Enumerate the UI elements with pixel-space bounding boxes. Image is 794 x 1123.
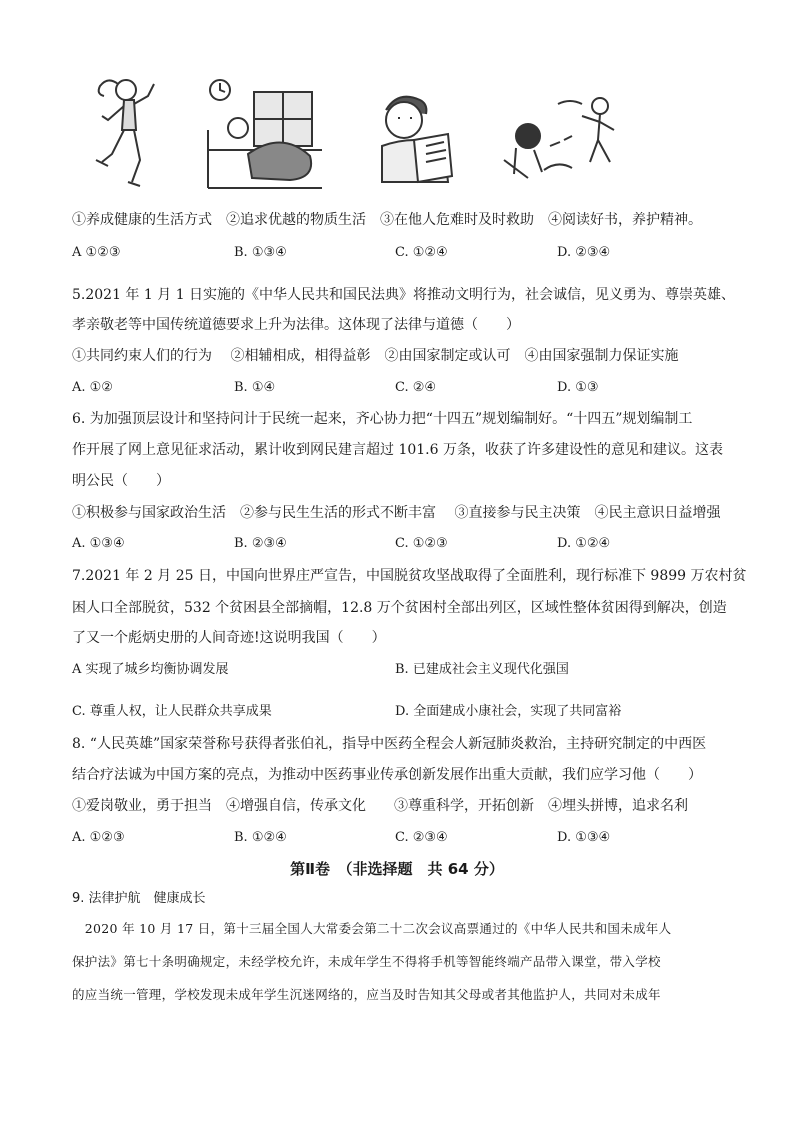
- q7-stem-line-1: 7.2021 年 2 月 25 日，中国向世界庄严宣告，中国脱贫攻坚战取得了全面胜利，现行标准下 9899 万农村贫: [72, 568, 747, 584]
- q6-stem-line-3: 明公民（ ）: [72, 473, 170, 489]
- q7-stem-line-2: 困人口全部脱贫，532 个贫困县全部摘帽，12.8 万个贫困村全部出列区，区域性整体贫困得到解决，创造: [72, 600, 727, 616]
- illustrations: [88, 70, 648, 200]
- section-title: 第Ⅱ卷 （非选择题 共 64 分）: [290, 860, 504, 878]
- q8-option-a[interactable]: A. ①②③: [72, 830, 125, 845]
- q7-option-c[interactable]: C. 尊重人权，让人民群众共享成果: [72, 704, 272, 719]
- q8-stem-line-2: 结合疗法诚为中国方案的亮点，为推动中医药事业传承创新发展作出重大贡献，我们应学习他（ ）: [72, 767, 702, 783]
- q5-option-b[interactable]: B. ①④: [234, 380, 276, 395]
- q7-stem-line-3: 了又一个彪炳史册的人间奇迹!这说明我国（ ）: [72, 630, 386, 646]
- q8-option-c[interactable]: C. ②③④: [395, 830, 448, 845]
- q8-option-b[interactable]: B. ①②④: [234, 830, 287, 845]
- q8-option-d[interactable]: D. ①③④: [557, 830, 611, 845]
- q5-statements: ①共同约束人们的行为 ②相辅相成，相得益彰 ②由国家制定或认可 ④由国家强制力保证实施: [72, 348, 679, 364]
- q9-para-line-3: 的应当统一管理，学校发现未成年学生沉迷网络的，应当及时告知其父母或者其他监护人，共同对未成年: [72, 987, 661, 1002]
- sleeping-boy-illustration: [198, 70, 328, 200]
- q7-option-a[interactable]: A 实现了城乡均衡协调发展: [72, 662, 229, 677]
- reading-boy-illustration: [368, 90, 468, 190]
- q5-stem-line-2: 孝亲敬老等中国传统道德要求上升为法律。这体现了法律与道德（ ）: [72, 317, 520, 333]
- q4-option-d[interactable]: D. ②③④: [557, 245, 611, 260]
- running-girl-illustration: [88, 70, 168, 200]
- q4-option-c[interactable]: C. ①②④: [395, 245, 448, 260]
- q9-para-line-2: 保护法》第七十条明确规定，未经学校允许，未成年学生不得将手机等智能终端产品带入课堂，带入学校: [72, 954, 661, 969]
- rescue-scene-illustration: [498, 90, 628, 190]
- q4-option-a[interactable]: A ①②③: [72, 245, 121, 260]
- q6-stem-line-1: 6. 为加强顶层设计和坚持问计于民统一起来，齐心协力把“十四五”规划编制好。“十四五”规划编制工: [72, 411, 693, 427]
- q4-statements: ①养成健康的生活方式 ②追求优越的物质生活 ③在他人危难时及时救助 ④阅读好书，养护精神。: [72, 212, 702, 228]
- q5-option-a[interactable]: A. ①②: [72, 380, 113, 395]
- q8-statements: ①爱岗敬业，勇于担当 ④增强自信，传承文化 ③尊重科学，开拓创新 ④埋头拼博，追求名利: [72, 798, 688, 814]
- q8-stem-line-1: 8. “人民英雄”国家荣誉称号获得者张伯礼，指导中医药全程会人新冠肺炎救治，主持研究制定的中西医: [72, 736, 707, 752]
- q6-option-a[interactable]: A. ①③④: [72, 536, 125, 551]
- q7-option-d[interactable]: D. 全面建成小康社会，实现了共同富裕: [395, 704, 622, 719]
- q5-stem-line-1: 5.2021 年 1 月 1 日实施的《中华人民共和国民法典》将推动文明行为，社会诚信，见义勇为、尊崇英雄、: [72, 287, 736, 303]
- q6-option-b[interactable]: B. ②③④: [234, 536, 287, 551]
- q6-statements: ①积极参与国家政治生活 ②参与民生生活的形式不断丰富 ③直接参与民主决策 ④民主意识日益增强: [72, 505, 721, 521]
- q6-stem-line-2: 作开展了网上意见征求活动，累计收到网民建言超过 101.6 万条，收获了许多建设性的意见和建议。这表: [72, 442, 723, 458]
- q9-para-line-1: 2020 年 10 月 17 日，第十三届全国人大常委会第二十二次会议高票通过的《中华人民共和国未成年人: [72, 921, 672, 936]
- q5-option-c[interactable]: C. ②④: [395, 380, 437, 395]
- q9-title: 9. 法律护航 健康成长: [72, 891, 206, 906]
- q5-option-d[interactable]: D. ①③: [557, 380, 599, 395]
- q6-option-c[interactable]: C. ①②③: [395, 536, 448, 551]
- q4-option-b[interactable]: B. ①③④: [234, 245, 287, 260]
- q6-option-d[interactable]: D. ①②④: [557, 536, 611, 551]
- q7-option-b[interactable]: B. 已建成社会主义现代化强国: [395, 662, 569, 677]
